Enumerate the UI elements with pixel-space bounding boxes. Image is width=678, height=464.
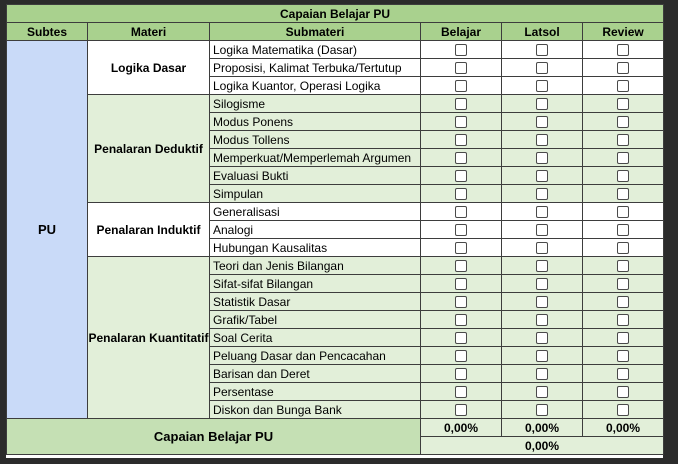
review-cell: [583, 275, 664, 293]
review-cell: [583, 95, 664, 113]
review-cell: [583, 293, 664, 311]
latsol-cell: [502, 221, 583, 239]
review-checkbox-unchecked-icon[interactable]: [617, 188, 629, 200]
table-row: [7, 257, 664, 275]
belajar-checkbox-unchecked-icon[interactable]: [455, 242, 467, 254]
latsol-cell: [502, 149, 583, 167]
review-checkbox-unchecked-icon[interactable]: [617, 206, 629, 218]
review-cell: [583, 185, 664, 203]
review-checkbox-unchecked-icon[interactable]: [617, 314, 629, 326]
submateri-cell: Statistik Dasar: [210, 293, 421, 311]
submateri-cell: Proposisi, Kalimat Terbuka/Tertutup: [210, 59, 421, 77]
latsol-checkbox-unchecked-icon[interactable]: [536, 170, 548, 182]
submateri-cell: Logika Matematika (Dasar): [210, 41, 421, 59]
latsol-cell: [502, 311, 583, 329]
belajar-checkbox-unchecked-icon[interactable]: [455, 152, 467, 164]
review-checkbox-unchecked-icon[interactable]: [617, 134, 629, 146]
latsol-cell: [502, 383, 583, 401]
belajar-cell: [421, 275, 502, 293]
review-cell: [583, 59, 664, 77]
latsol-checkbox-unchecked-icon[interactable]: [536, 278, 548, 290]
belajar-percentage: 0,00%: [421, 419, 502, 437]
belajar-cell: [421, 293, 502, 311]
header-review: Review: [583, 23, 664, 41]
latsol-cell: [502, 365, 583, 383]
submateri-cell: Sifat-sifat Bilangan: [210, 275, 421, 293]
belajar-checkbox-unchecked-icon[interactable]: [455, 314, 467, 326]
footer-row: [7, 419, 664, 437]
belajar-cell: [421, 59, 502, 77]
latsol-checkbox-unchecked-icon[interactable]: [536, 242, 548, 254]
latsol-checkbox-unchecked-icon[interactable]: [536, 206, 548, 218]
belajar-cell: [421, 185, 502, 203]
review-cell: [583, 401, 664, 419]
belajar-cell: [421, 365, 502, 383]
latsol-checkbox-unchecked-icon[interactable]: [536, 152, 548, 164]
materi-cell: Penalaran Deduktif: [88, 95, 210, 203]
review-cell: [583, 239, 664, 257]
review-checkbox-unchecked-icon[interactable]: [617, 350, 629, 362]
submateri-cell: Persentase: [210, 383, 421, 401]
latsol-checkbox-unchecked-icon[interactable]: [536, 80, 548, 92]
latsol-cell: [502, 293, 583, 311]
latsol-cell: [502, 275, 583, 293]
review-checkbox-unchecked-icon[interactable]: [617, 116, 629, 128]
belajar-cell: [421, 311, 502, 329]
latsol-checkbox-unchecked-icon[interactable]: [536, 224, 548, 236]
latsol-checkbox-unchecked-icon[interactable]: [536, 44, 548, 56]
belajar-checkbox-unchecked-icon[interactable]: [455, 296, 467, 308]
belajar-checkbox-unchecked-icon[interactable]: [455, 224, 467, 236]
belajar-checkbox-unchecked-icon[interactable]: [455, 44, 467, 56]
belajar-checkbox-unchecked-icon[interactable]: [455, 260, 467, 272]
belajar-checkbox-unchecked-icon[interactable]: [455, 278, 467, 290]
review-checkbox-unchecked-icon[interactable]: [617, 332, 629, 344]
materi-cell: Logika Dasar: [88, 41, 210, 95]
review-checkbox-unchecked-icon[interactable]: [617, 224, 629, 236]
review-cell: [583, 365, 664, 383]
header-submateri: Submateri: [210, 23, 421, 41]
total-percentage: 0,00%: [421, 437, 664, 455]
latsol-checkbox-unchecked-icon[interactable]: [536, 368, 548, 380]
review-checkbox-unchecked-icon[interactable]: [617, 152, 629, 164]
latsol-checkbox-unchecked-icon[interactable]: [536, 188, 548, 200]
review-cell: [583, 311, 664, 329]
belajar-cell: [421, 401, 502, 419]
belajar-checkbox-unchecked-icon[interactable]: [455, 404, 467, 416]
materi-cell: Penalaran Induktif: [88, 203, 210, 257]
review-percentage: 0,00%: [583, 419, 664, 437]
latsol-cell: [502, 59, 583, 77]
belajar-cell: [421, 41, 502, 59]
submateri-cell: Modus Ponens: [210, 113, 421, 131]
submateri-cell: Hubungan Kausalitas: [210, 239, 421, 257]
belajar-cell: [421, 131, 502, 149]
review-cell: [583, 257, 664, 275]
belajar-cell: [421, 149, 502, 167]
belajar-checkbox-unchecked-icon[interactable]: [455, 116, 467, 128]
submateri-cell: Diskon dan Bunga Bank: [210, 401, 421, 419]
review-checkbox-unchecked-icon[interactable]: [617, 80, 629, 92]
review-checkbox-unchecked-icon[interactable]: [617, 170, 629, 182]
belajar-cell: [421, 95, 502, 113]
capaian-table: [6, 4, 664, 455]
latsol-cell: [502, 203, 583, 221]
review-cell: [583, 41, 664, 59]
latsol-cell: [502, 113, 583, 131]
review-checkbox-unchecked-icon[interactable]: [617, 368, 629, 380]
submateri-cell: Grafik/Tabel: [210, 311, 421, 329]
review-checkbox-unchecked-icon[interactable]: [617, 62, 629, 74]
review-cell: [583, 347, 664, 365]
belajar-cell: [421, 221, 502, 239]
belajar-cell: [421, 77, 502, 95]
latsol-checkbox-unchecked-icon[interactable]: [536, 62, 548, 74]
review-checkbox-unchecked-icon[interactable]: [617, 296, 629, 308]
belajar-checkbox-unchecked-icon[interactable]: [455, 80, 467, 92]
latsol-cell: [502, 401, 583, 419]
table-row: [7, 203, 664, 221]
review-checkbox-unchecked-icon[interactable]: [617, 278, 629, 290]
submateri-cell: Analogi: [210, 221, 421, 239]
submateri-cell: Simpulan: [210, 185, 421, 203]
review-checkbox-unchecked-icon[interactable]: [617, 44, 629, 56]
header-row: [7, 23, 664, 41]
belajar-cell: [421, 239, 502, 257]
review-checkbox-unchecked-icon[interactable]: [617, 260, 629, 272]
submateri-cell: Silogisme: [210, 95, 421, 113]
latsol-cell: [502, 257, 583, 275]
review-checkbox-unchecked-icon[interactable]: [617, 386, 629, 398]
latsol-checkbox-unchecked-icon[interactable]: [536, 134, 548, 146]
belajar-cell: [421, 203, 502, 221]
review-cell: [583, 329, 664, 347]
table-title: Capaian Belajar PU: [7, 5, 664, 23]
subtes-cell: PU: [7, 41, 88, 419]
header-belajar: Belajar: [421, 23, 502, 41]
latsol-checkbox-unchecked-icon[interactable]: [536, 116, 548, 128]
belajar-cell: [421, 329, 502, 347]
review-checkbox-unchecked-icon[interactable]: [617, 98, 629, 110]
belajar-checkbox-unchecked-icon[interactable]: [455, 188, 467, 200]
review-cell: [583, 167, 664, 185]
latsol-checkbox-unchecked-icon[interactable]: [536, 296, 548, 308]
submateri-cell: Memperkuat/Memperlemah Argumen: [210, 149, 421, 167]
belajar-checkbox-unchecked-icon[interactable]: [455, 206, 467, 218]
belajar-cell: [421, 113, 502, 131]
submateri-cell: Generalisasi: [210, 203, 421, 221]
belajar-cell: [421, 257, 502, 275]
latsol-cell: [502, 167, 583, 185]
latsol-checkbox-unchecked-icon[interactable]: [536, 350, 548, 362]
header-subtes: Subtes: [7, 23, 88, 41]
latsol-cell: [502, 95, 583, 113]
belajar-checkbox-unchecked-icon[interactable]: [455, 62, 467, 74]
belajar-checkbox-unchecked-icon[interactable]: [455, 98, 467, 110]
latsol-percentage: 0,00%: [502, 419, 583, 437]
title-row: [7, 5, 664, 23]
footer-label: Capaian Belajar PU: [7, 419, 421, 455]
belajar-cell: [421, 347, 502, 365]
review-cell: [583, 221, 664, 239]
review-cell: [583, 149, 664, 167]
table-row: [7, 95, 664, 113]
submateri-cell: Barisan dan Deret: [210, 365, 421, 383]
latsol-cell: [502, 239, 583, 257]
belajar-checkbox-unchecked-icon[interactable]: [455, 368, 467, 380]
materi-cell: Penalaran Kuantitatif: [88, 257, 210, 419]
submateri-cell: Peluang Dasar dan Pencacahan: [210, 347, 421, 365]
header-latsol: Latsol: [502, 23, 583, 41]
belajar-checkbox-unchecked-icon[interactable]: [455, 350, 467, 362]
belajar-checkbox-unchecked-icon[interactable]: [455, 332, 467, 344]
latsol-cell: [502, 77, 583, 95]
latsol-checkbox-unchecked-icon[interactable]: [536, 314, 548, 326]
submateri-cell: Modus Tollens: [210, 131, 421, 149]
latsol-checkbox-unchecked-icon[interactable]: [536, 386, 548, 398]
latsol-checkbox-unchecked-icon[interactable]: [536, 404, 548, 416]
review-cell: [583, 203, 664, 221]
belajar-cell: [421, 167, 502, 185]
review-cell: [583, 77, 664, 95]
latsol-checkbox-unchecked-icon[interactable]: [536, 332, 548, 344]
belajar-cell: [421, 383, 502, 401]
review-checkbox-unchecked-icon[interactable]: [617, 404, 629, 416]
spreadsheet: [6, 4, 663, 458]
latsol-cell: [502, 329, 583, 347]
latsol-cell: [502, 347, 583, 365]
belajar-checkbox-unchecked-icon[interactable]: [455, 386, 467, 398]
submateri-cell: Logika Kuantor, Operasi Logika: [210, 77, 421, 95]
review-cell: [583, 113, 664, 131]
latsol-checkbox-unchecked-icon[interactable]: [536, 98, 548, 110]
review-cell: [583, 383, 664, 401]
belajar-checkbox-unchecked-icon[interactable]: [455, 170, 467, 182]
latsol-checkbox-unchecked-icon[interactable]: [536, 260, 548, 272]
submateri-cell: Evaluasi Bukti: [210, 167, 421, 185]
belajar-checkbox-unchecked-icon[interactable]: [455, 134, 467, 146]
header-materi: Materi: [88, 23, 210, 41]
review-cell: [583, 131, 664, 149]
latsol-cell: [502, 131, 583, 149]
latsol-cell: [502, 41, 583, 59]
submateri-cell: Teori dan Jenis Bilangan: [210, 257, 421, 275]
latsol-cell: [502, 185, 583, 203]
review-checkbox-unchecked-icon[interactable]: [617, 242, 629, 254]
table-row: [7, 41, 664, 59]
submateri-cell: Soal Cerita: [210, 329, 421, 347]
